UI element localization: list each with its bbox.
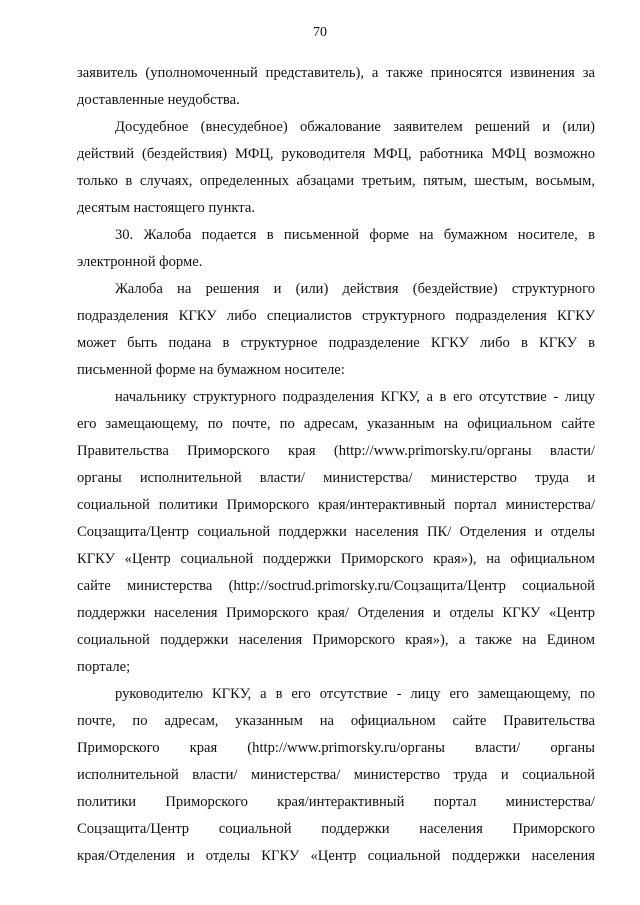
text-line: края/Отделения и отделы КГКУ «Центр социальной поддержки населения — [77, 848, 595, 864]
text-line: Правительства Приморского края (http://www.primorsky.ru/органы власти/ — [77, 443, 595, 459]
text-line: портале; — [77, 659, 131, 675]
text-line: его замещающему, по почте, по адресам, указанным на официальном сайте — [77, 416, 595, 432]
paragraph — [77, 276, 595, 384]
paragraph — [77, 222, 595, 276]
text-line: доставленные неудобства. — [77, 92, 240, 108]
document-body — [77, 60, 595, 870]
text-line: Соцзащита/Центр социальной поддержки населения ПК/ Отделения и отделы — [77, 524, 595, 540]
text-line: поддержки населения Приморского края/ Отделения и отделы КГКУ «Центр — [77, 605, 595, 621]
text-line: почте, по адресам, указанным на официальном сайте Правительства — [77, 713, 595, 729]
text-line: Соцзащита/Центр социальной поддержки населения Приморского — [77, 821, 595, 837]
text-line: только в случаях, определенных абзацами третьим, пятым, шестым, восьмым, — [77, 173, 595, 189]
text-line: электронной форме. — [77, 254, 203, 270]
text-line: письменной форме на бумажном носителе: — [77, 362, 345, 378]
text-line: исполнительной власти/ министерства/ министерство труда и социальной — [77, 767, 595, 783]
text-line: органы исполнительной власти/ министерства/ министерство труда и — [77, 470, 595, 486]
text-line: действий (бездействия) МФЦ, руководителя МФЦ, работника МФЦ возможно — [77, 146, 595, 162]
text-line: Досудебное (внесудебное) обжалование заявителем решений и (или) — [115, 119, 595, 135]
text-line: сайте министерства (http://soctrud.primorsky.ru/Соцзащита/Центр социальной — [77, 578, 595, 594]
text-line: КГКУ «Центр социальной поддержки Приморского края»), на официальном — [77, 551, 595, 567]
text-line: начальнику структурного подразделения КГКУ, а в его отсутствие - лицу — [115, 389, 595, 405]
text-line: руководителю КГКУ, а в его отсутствие - лицу его замещающему, по — [115, 686, 595, 702]
paragraph — [77, 114, 595, 222]
text-line: десятым настоящего пункта. — [77, 200, 255, 216]
text-line: Приморского края (http://www.primorsky.ru/органы власти/ органы — [77, 740, 595, 756]
text-line: 30. Жалоба подается в письменной форме на бумажном носителе, в — [115, 227, 595, 243]
paragraph — [77, 384, 595, 681]
text-line: заявитель (уполномоченный представитель), а также приносятся извинения за — [77, 65, 595, 81]
paragraph — [77, 60, 595, 114]
text-line: политики Приморского края/интерактивный портал министерства/ — [77, 794, 595, 810]
text-line: подразделения КГКУ либо специалистов структурного подразделения КГКУ — [77, 308, 595, 324]
text-line: может быть подана в структурное подразделение КГКУ либо в КГКУ в — [77, 335, 595, 351]
page-number: 70 — [313, 25, 327, 40]
text-line: Жалоба на решения и (или) действия (бездействие) структурного — [115, 281, 595, 297]
text-line: социальной поддержки населения Приморского края»), а также на Едином — [77, 632, 595, 648]
text-line: социальной политики Приморского края/интерактивный портал министерства/ — [77, 497, 595, 513]
paragraph — [77, 681, 595, 870]
